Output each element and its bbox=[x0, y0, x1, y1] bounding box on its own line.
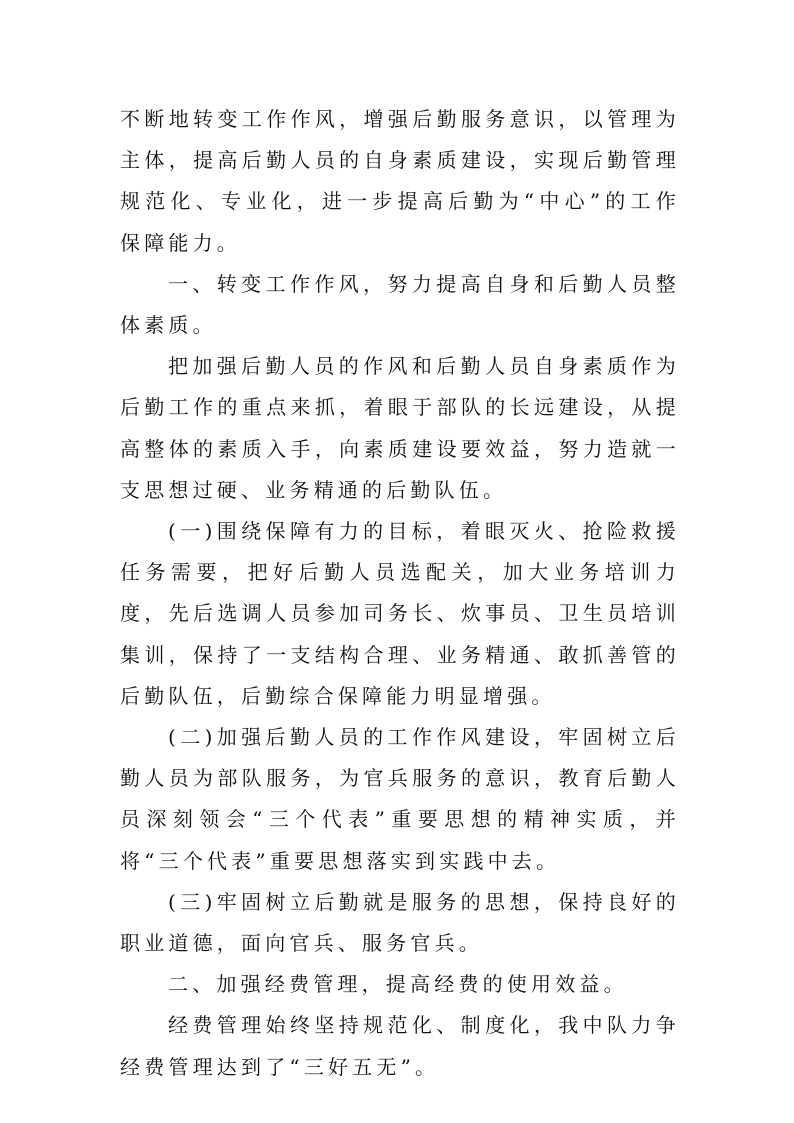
section-heading-2: 二、加强经费管理，提高经费的使用效益。 bbox=[168, 972, 628, 997]
paragraph-item-3: (三)牢固树立后勤就是服务的思想，保持良好的职业道德，面向官兵、服务官兵。 bbox=[120, 889, 680, 956]
paragraph-item-1: (一)围绕保障有力的目标，着眼灭火、抢险救援任务需要，把好后勤人员选配关，加大业务培训力度，先后选调人员参加司务长、炊事员、卫生员培训集训，保持了一支结构合理、业务精通、敢抓善管的后勤队伍，后勤综合保障能力明显增强。 bbox=[120, 519, 680, 708]
document-body bbox=[120, 99, 680, 1088]
paragraph-intro: 不断地转变工作作风，增强后勤服务意识，以管理为主体，提高后勤人员的自身素质建设，实现后勤管理规范化、专业化，进一步提高后勤为“中心”的工作保障能力。 bbox=[120, 107, 680, 255]
section-heading-1: 一、转变工作作风，努力提高自身和后勤人员整体素质。 bbox=[120, 271, 680, 338]
paragraph-section-1: 把加强后勤人员的作风和后勤人员自身素质作为后勤工作的重点来抓，着眼于部队的长远建设，从提高整体的素质入手，向素质建设要效益，努力造就一支思想过硬、业务精通的后勤队伍。 bbox=[120, 354, 680, 502]
paragraph-item-2: (二)加强后勤人员的工作作风建设，牢固树立后勤人员为部队服务，为官兵服务的意识，教育后勤人员深刻领会“三个代表”重要思想的精神实质，并将“三个代表”重要思想落实到实践中去。 bbox=[120, 725, 680, 873]
paragraph-section-2: 经费管理始终坚持规范化、制度化，我中队力争经费管理达到了“三好五无”。 bbox=[120, 1013, 680, 1079]
